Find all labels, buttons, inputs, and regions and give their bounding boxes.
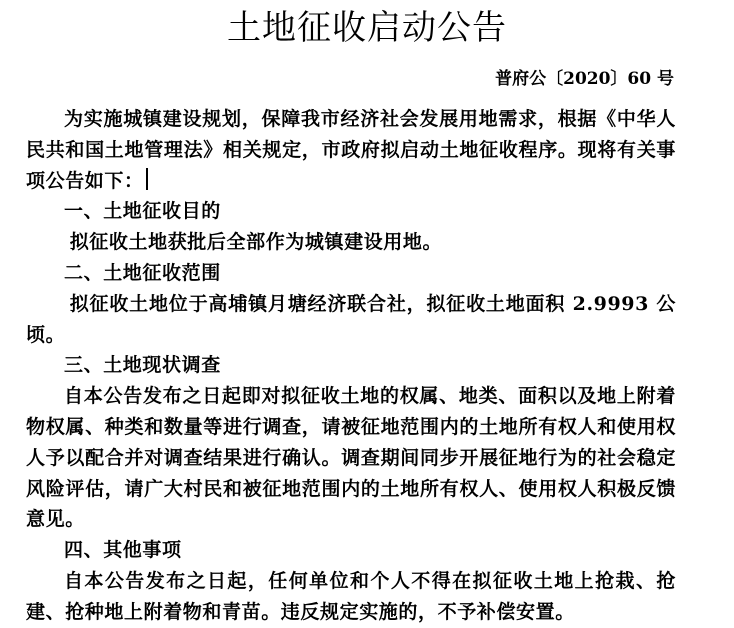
intro-paragraph [26, 104, 676, 196]
section-content-purpose: 拟征收土地获批后全部作为城镇建设用地。 [69, 231, 443, 254]
section-heading-other: 四、其他事项 [64, 539, 182, 562]
document-number: 普府公〔2020〕60 号 [495, 69, 674, 89]
section-heading-scope: 二、土地征收范围 [64, 261, 221, 284]
section-heading-survey: 三、土地现状调查 [64, 354, 221, 377]
section-content-scope: 拟征收土地位于高埔镇月塘经济联合社，拟征收土地面积 2.9993 公顷。 [26, 292, 676, 346]
text-cursor [146, 168, 148, 190]
notice-title: 土地征收启动公告 [227, 8, 507, 48]
section-content-other: 自本公告发布之日起，任何单位和个人不得在拟征收土地上抢栽、抢建、抢种地上附着物和青苗。违反规定实施的，不予补偿安置。 [26, 569, 676, 623]
notice-body [26, 104, 676, 628]
section-content-survey: 自本公告发布之日起即对拟征收土地的权属、地类、面积以及地上附着物权属、种类和数量等进行调查，请被征地范围内的土地所有权人和使用权人予以配合并对调查结果进行确认。调查期间同步开展征地行为的社会稳定风险评估，请广大村民和被征地范围内的土地所有权人、使用权人积极反馈意见。 [26, 385, 676, 531]
intro-text: 为实施城镇建设规划，保障我市经济社会发展用地需求，根据《中华人民共和国土地管理法》相关规定，市政府拟启动土地征收程序。现将有关事项公告如下： [26, 108, 676, 192]
section-heading-purpose: 一、土地征收目的 [64, 200, 221, 223]
